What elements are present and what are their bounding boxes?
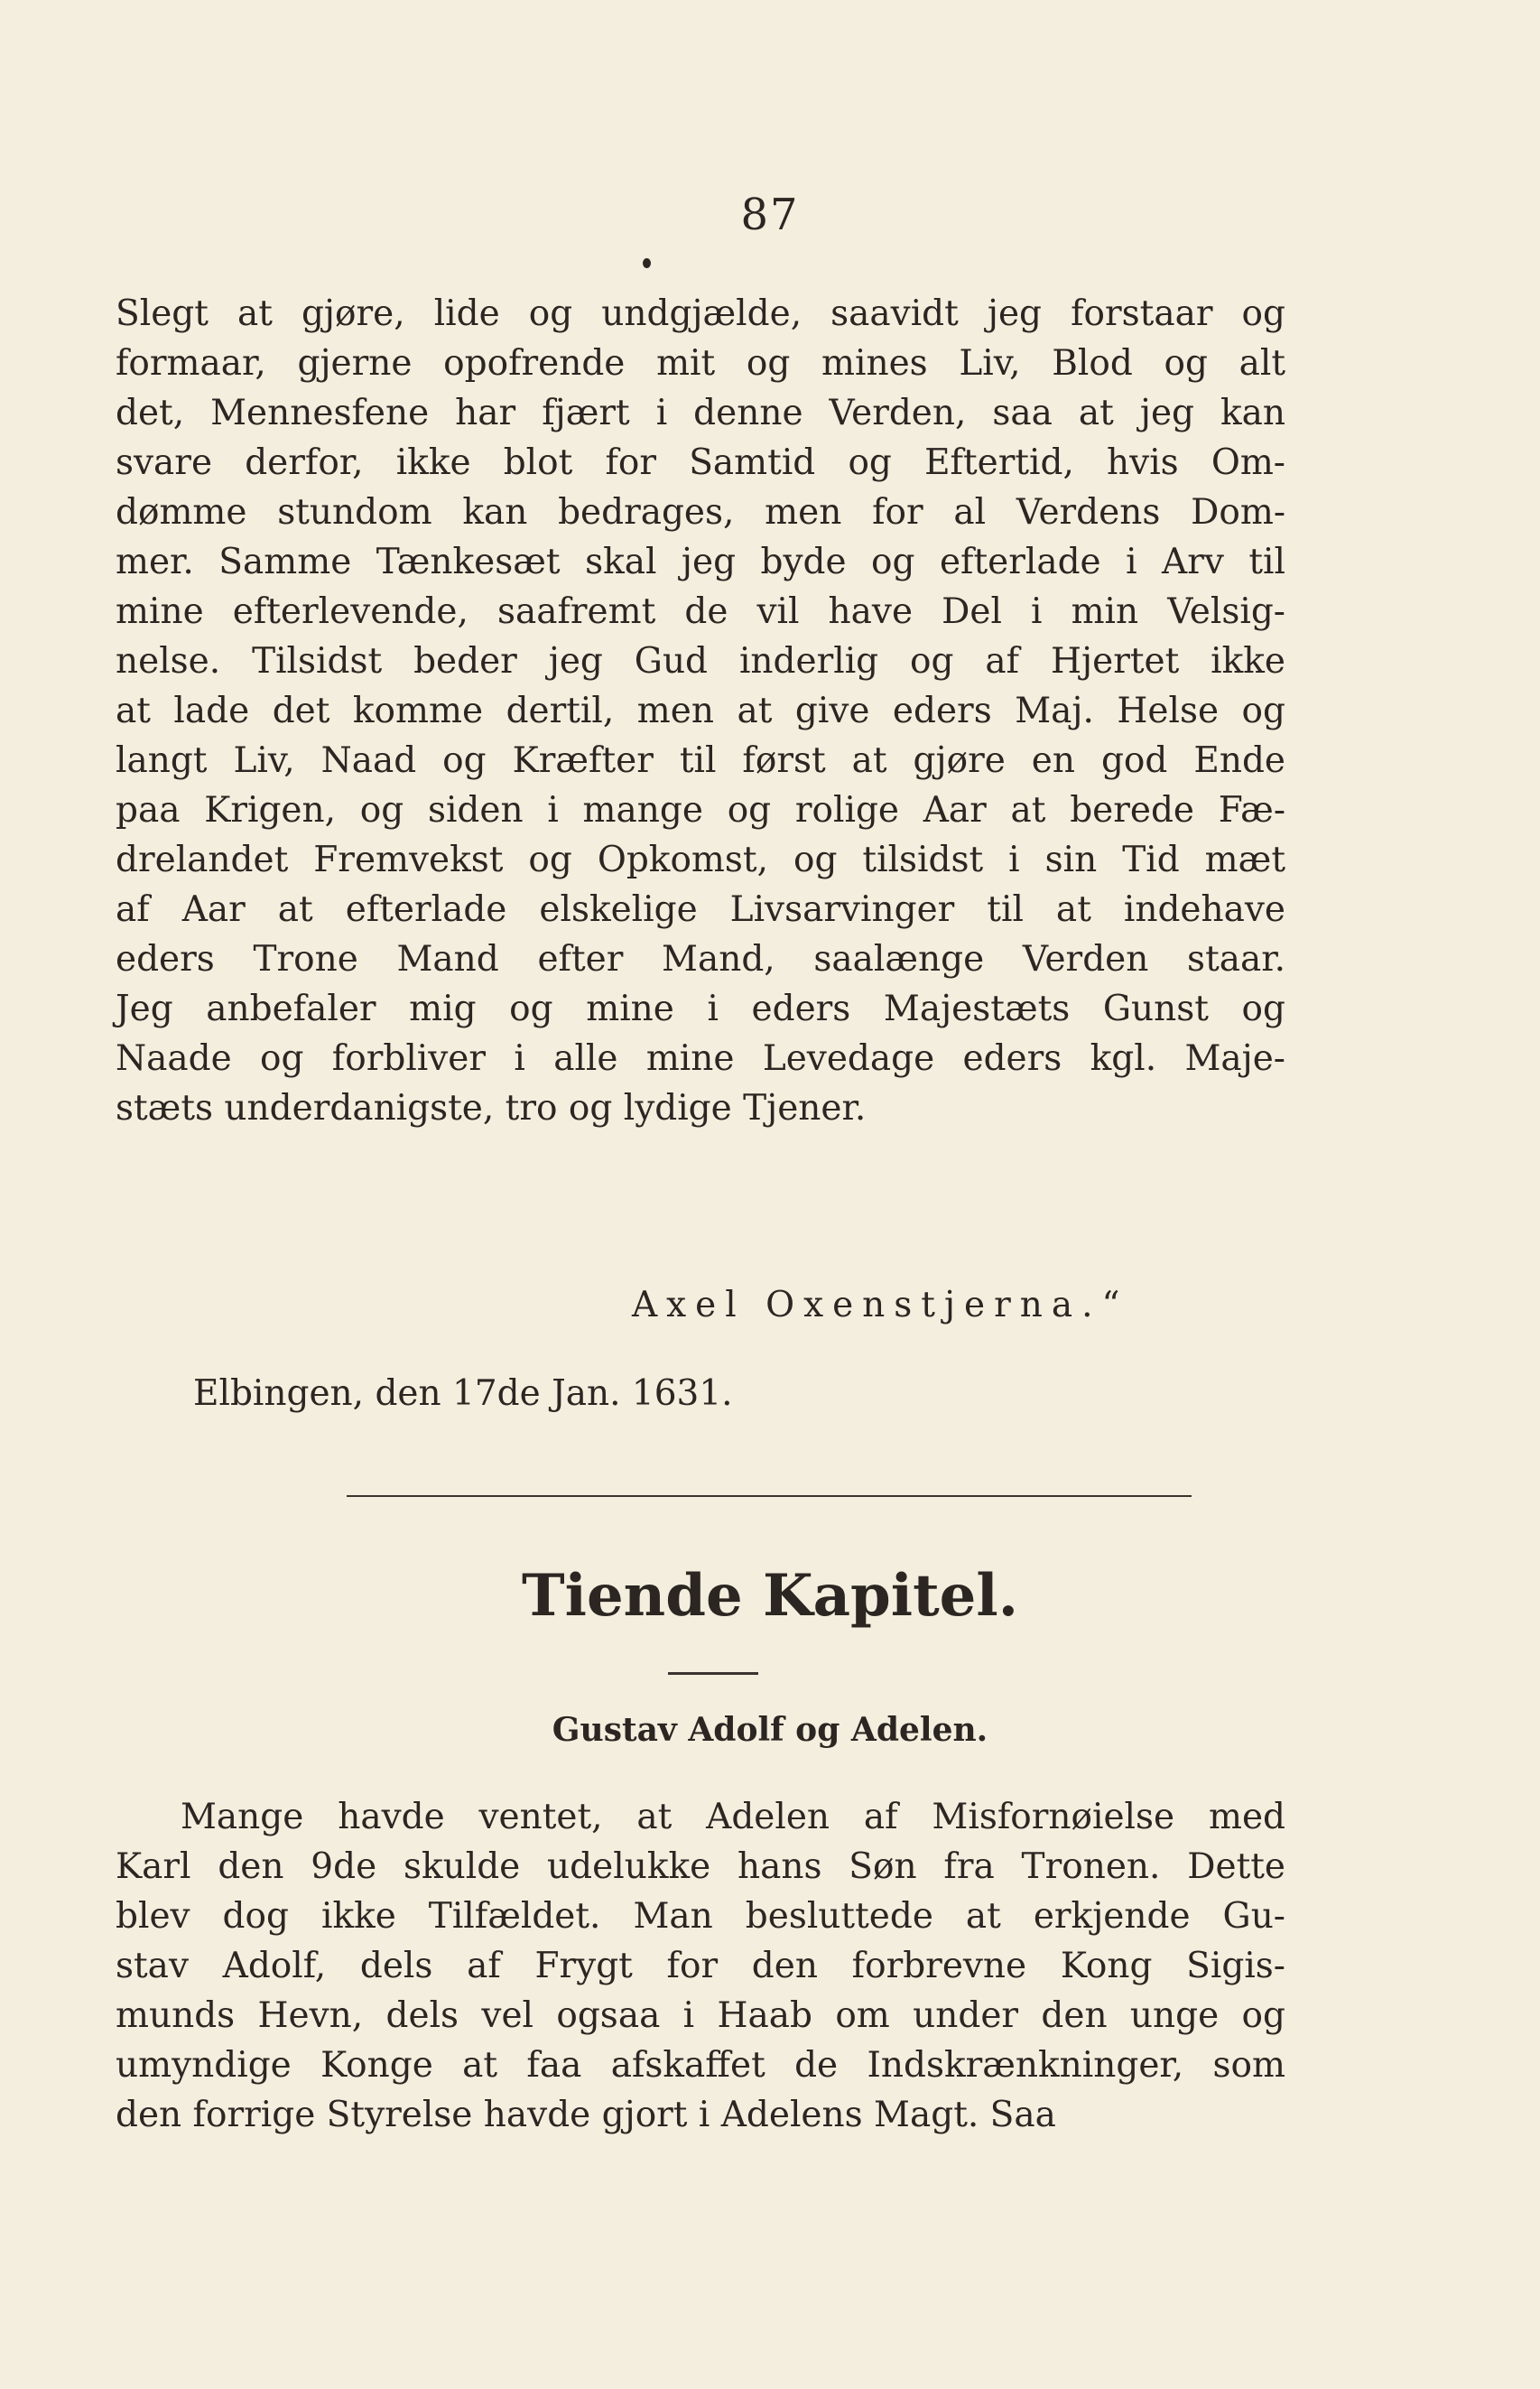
text-line: Naade og forbliver i alle mine Levedage eders kgl. Maje- [116, 1038, 1285, 1079]
text-line: den forrige Styrelse havde gjort i Adelens Magt. Saa [116, 2095, 1056, 2135]
text-line: nelse. Tilsidst beder jeg Gud inderlig og af Hjertet ikke [116, 641, 1285, 682]
text-line: drelandet Fremvekst og Opkomst, og tilsidst i sin Tid mæt [116, 840, 1285, 880]
text-line: at lade det komme dertil, men at give eders Maj. Helse og [116, 691, 1285, 731]
text-line: mer. Samme Tænkesæt skal jeg byde og efterlade i Arv til [116, 542, 1285, 582]
text-line: svare derfor, ikke blot for Samtid og Eftertid, hvis Om- [116, 442, 1285, 483]
text-line: mine efterlevende, saafremt de vil have Del i min Velsig- [116, 591, 1285, 632]
chapter-title: Tiende Kapitel. [522, 1562, 1018, 1630]
text-line: formaar, gjerne opofrende mit og mines Liv, Blod og alt [116, 343, 1285, 384]
text-line: umyndige Konge at faa afskaffet de Indskrænkninger, som [116, 2045, 1285, 2086]
text-line: Slegt at gjøre, lide og undgjælde, saavidt jeg forstaar og [116, 293, 1285, 334]
section-divider [347, 1495, 1192, 1497]
text-line: Karl den 9de skulde udelukke hans Søn fra Tronen. Dette [116, 1846, 1285, 1887]
dateline: Elbingen, den 17de Jan. 1631. [193, 1373, 733, 1414]
text-line: blev dog ikke Tilfældet. Man besluttede at erkjende Gu- [116, 1896, 1285, 1937]
text-line: munds Hevn, dels vel ogsaa i Haab om under den unge og [116, 1995, 1285, 2036]
text-line: af Aar at efterlade elskelige Livsarvinger til at indehave [116, 889, 1285, 930]
ink-dot [643, 258, 651, 268]
text-line: paa Krigen, og siden i mange og rolige Aar at berede Fæ- [116, 790, 1285, 831]
text-line: stav Adolf, dels af Frygt for den forbrevne Kong Sigis- [116, 1946, 1285, 1986]
text-line: Jeg anbefaler mig og mine i eders Majestæts Gunst og [116, 989, 1285, 1029]
text-line: dømme stundom kan bedrages, men for al Verdens Dom- [116, 492, 1285, 533]
letter-text [116, 289, 1285, 1133]
signature: Axel Oxenstjerna.“ [632, 1285, 1129, 1325]
page-number: 87 [740, 190, 800, 240]
text-line: stæts underdanigste, tro og lydige Tjener. [116, 1088, 867, 1129]
chapter-subtitle: Gustav Adolf og Adelen. [552, 1711, 988, 1749]
text-line: langt Liv, Naad og Kræfter til først at gjøre en god Ende [116, 740, 1285, 781]
text-line: det, Mennesfene har fjært i denne Verden, saa at jeg kan [116, 393, 1285, 433]
chapter-body-text [116, 1792, 1285, 2140]
title-underline [668, 1672, 758, 1675]
text-line: eders Trone Mand efter Mand, saalænge Verden staar. [116, 939, 1285, 980]
text-line: Mange havde ventet, at Adelen af Misfornøielse med [181, 1797, 1285, 1837]
